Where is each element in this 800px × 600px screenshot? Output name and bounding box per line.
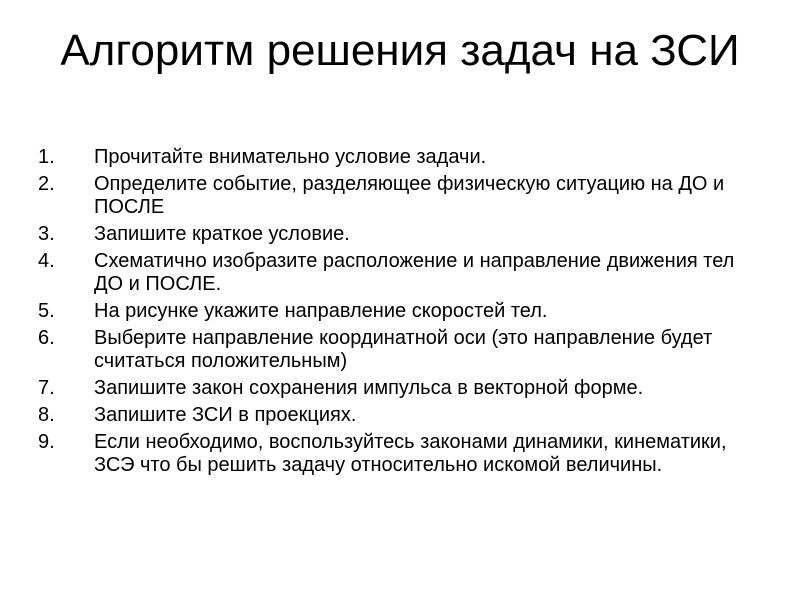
list-item (38, 223, 758, 246)
list-item-number: 7. (38, 377, 55, 399)
list-item (38, 173, 758, 219)
list-item-text: Схематично изобразите расположение и направление движения тел ДО и ПОСЛЕ. (94, 250, 735, 295)
list-item-text: Запишите закон сохранения импульса в векторной форме. (94, 377, 644, 399)
list-item-number: 1. (38, 146, 55, 168)
list-item-text: Прочитайте внимательно условие задачи. (94, 146, 487, 168)
list-item-text: На рисунке укажите направление скоростей тел. (94, 300, 548, 322)
list-item (38, 377, 758, 400)
slide-title: Алгоритм решения задач на ЗСИ (60, 26, 740, 75)
list-item (38, 250, 758, 296)
list-item-text: Запишите краткое условие. (94, 223, 350, 245)
list-item (38, 300, 758, 323)
list-item-number: 9. (38, 431, 55, 453)
list-item-number: 2. (38, 173, 55, 195)
list-item-number: 3. (38, 223, 55, 245)
list-item-number: 4. (38, 250, 55, 272)
list-item (38, 404, 758, 427)
list-item-text: Запишите ЗСИ в проекциях. (94, 404, 357, 426)
list-item (38, 146, 758, 169)
list-item (38, 431, 758, 477)
list-item-text: Если необходимо, воспользуйтесь законами динамики, кинематики, ЗСЭ что бы решить задачу относительно искомой величины. (94, 431, 727, 476)
list-item (38, 327, 758, 373)
steps-list (38, 146, 758, 481)
list-item-text: Выберите направление координатной оси (это направление будет считаться положительным) (94, 327, 713, 372)
list-item-number: 5. (38, 300, 55, 322)
list-item-text: Определите событие, разделяющее физическую ситуацию на ДО и ПОСЛЕ (94, 173, 725, 218)
list-item-number: 8. (38, 404, 55, 426)
list-item-number: 6. (38, 327, 55, 349)
